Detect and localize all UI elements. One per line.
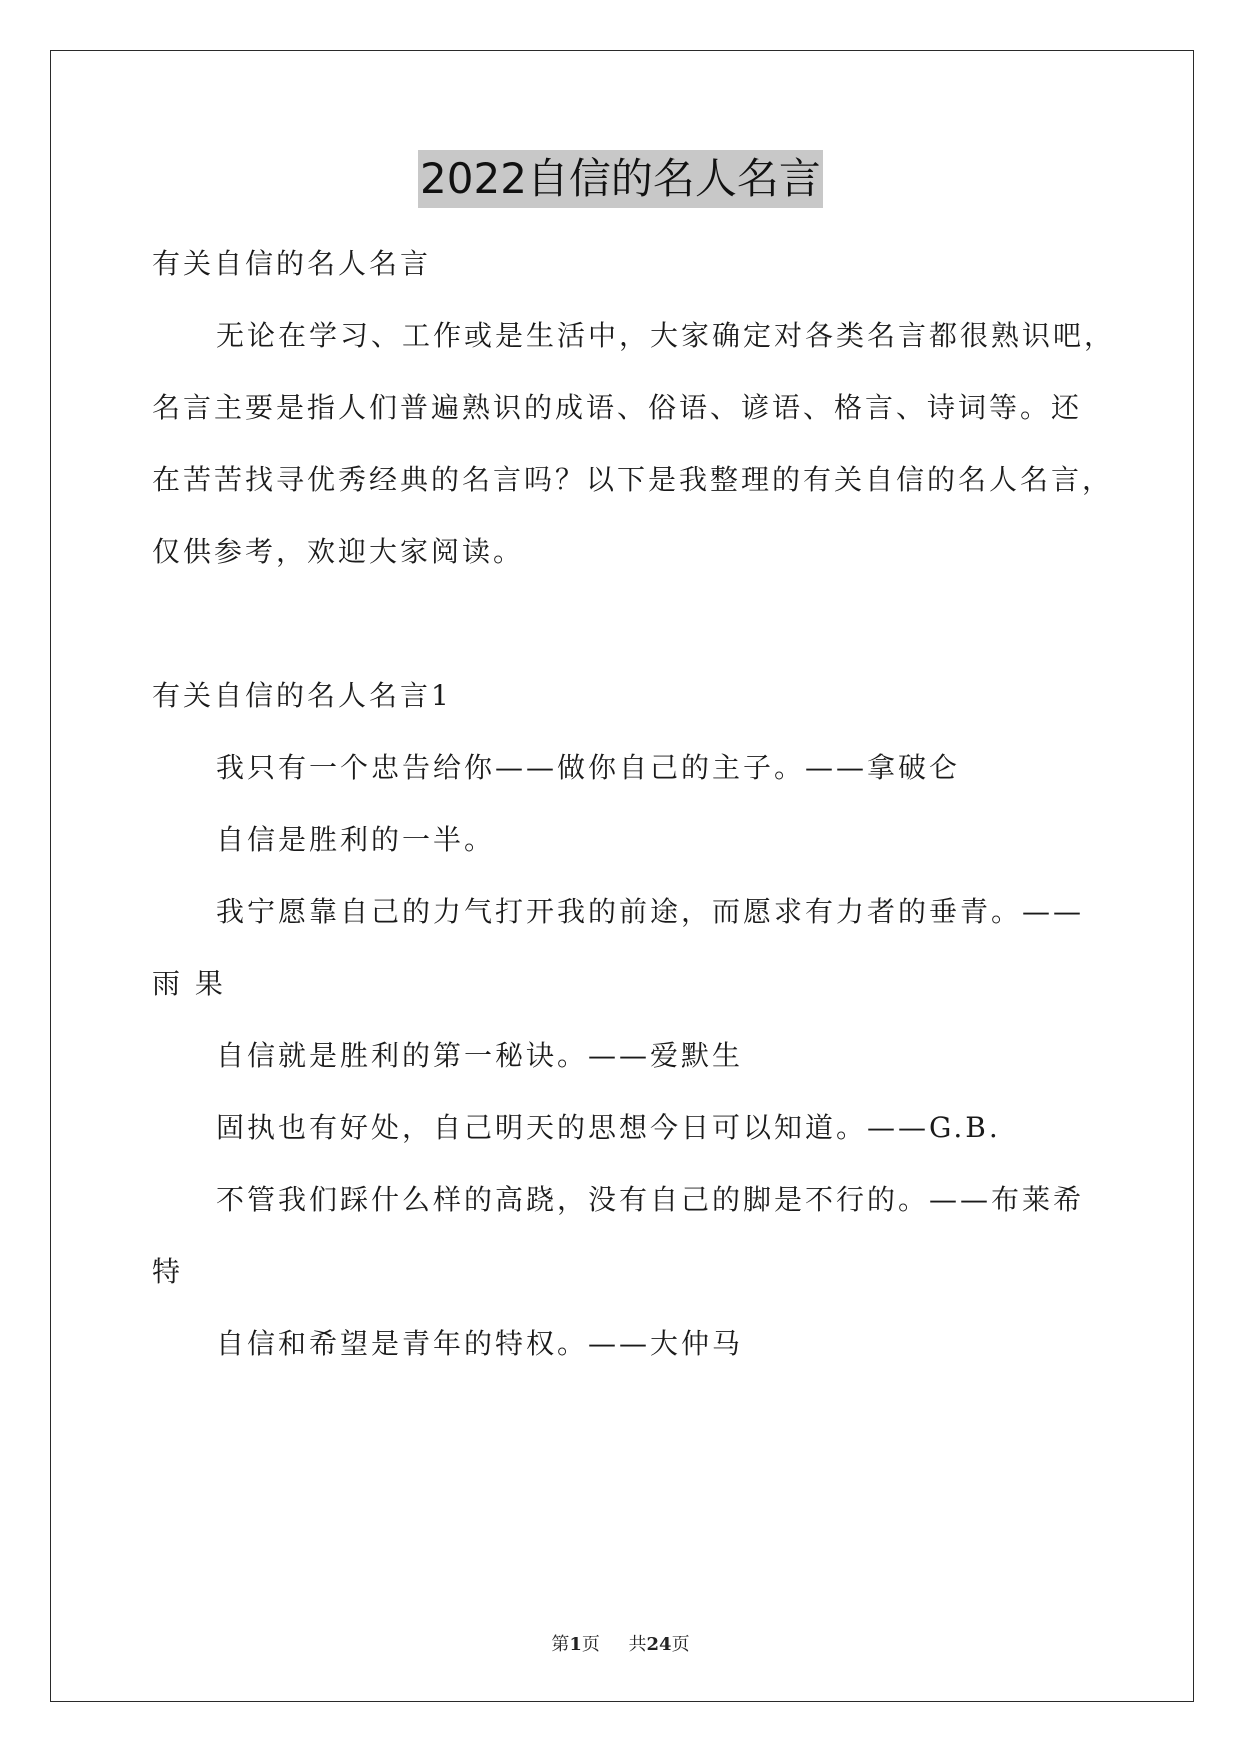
- footer-total-pages: 24: [646, 1634, 672, 1655]
- quote-2: 自信是胜利的一半。: [216, 823, 496, 856]
- quote-6-continued: 特: [152, 1255, 184, 1288]
- intro-line-2: 名言主要是指人们普遍熟识的成语、俗语、谚语、格言、诗词等。还: [152, 391, 1083, 424]
- quote-4: 自信就是胜利的第一秘诀。——爱默生: [216, 1039, 744, 1072]
- intro-line-4: 仅供参考，欢迎大家阅读。: [152, 535, 525, 568]
- quote-3-continued: 雨 果: [152, 967, 226, 1000]
- document-title: 2022自信的名人名言: [418, 150, 823, 208]
- footer-total-suffix: 页: [671, 1634, 690, 1655]
- subtitle: 有关自信的名人名言: [152, 247, 432, 280]
- quote-7: 自信和希望是青年的特权。——大仲马: [216, 1327, 744, 1360]
- footer-page-number: 1: [569, 1634, 582, 1655]
- intro-line-1: 无论在学习、工作或是生活中，大家确定对各类名言都很熟识吧，: [216, 319, 1116, 352]
- footer-page-suffix: 页: [581, 1634, 600, 1655]
- title-container: [0, 150, 1241, 208]
- intro-line-3: 在苦苦找寻优秀经典的名言吗？以下是我整理的有关自信的名人名言，: [152, 463, 1114, 496]
- section-heading: 有关自信的名人名言1: [152, 679, 452, 712]
- page-footer: [0, 1630, 1241, 1656]
- page-border: [50, 50, 1194, 1702]
- quote-3: 我宁愿靠自己的力气打开我的前途，而愿求有力者的垂青。——: [216, 895, 1085, 928]
- footer-total-prefix: 共: [628, 1634, 647, 1655]
- quote-5: 固执也有好处，自己明天的思想今日可以知道。——G.B.: [216, 1111, 1001, 1144]
- quote-1: 我只有一个忠告给你——做你自己的主子。——拿破仑: [216, 751, 961, 784]
- footer-prefix: 第: [551, 1634, 570, 1655]
- quote-6: 不管我们踩什么样的高跷，没有自己的脚是不行的。——布莱希: [216, 1183, 1085, 1216]
